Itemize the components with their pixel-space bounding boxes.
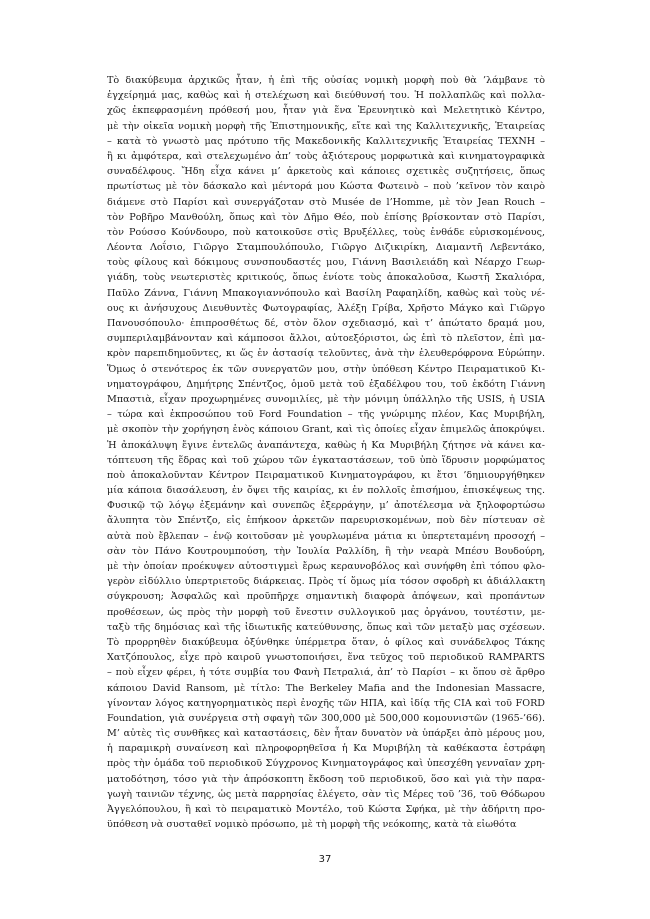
text-line: – τώρα καὶ ἐκπροσώπου τοῦ Ford Foundation – τῆς γνώριμης πλέον, Κας Μυριβήλη, bbox=[107, 409, 545, 421]
text-line: συναδέλφους. Ἤδη εἶχα κάνει μ’ ἀρκετοὺς καὶ κάποιες σχετικὲς συζητήσεις, ὅπως bbox=[107, 166, 545, 178]
text-line: τοὺς φίλους καὶ δόκιμους συνσπουδαστές μου, Γιάννη Βασιλειάδη καὶ Νέαρχο Γεωρ- bbox=[107, 257, 545, 269]
text-line: χῶς ἐκπεφρασμένη πρόθεσή μου, ἦταν γιὰ ἕνα Ἐρευνητικὸ καὶ Μελετητικὸ Κέντρο, bbox=[107, 105, 545, 117]
text-line: αὐτὰ ποὺ ἔβλεπαν – ἐνῷ κοιτοῦσαν μὲ γουρλωμένα μάτια κι ὑπερτεταμένη προσοχή – bbox=[107, 530, 545, 542]
text-line: Ἀγγελόπουλου, ἢ καὶ τὸ πειραματικὸ Μοντέλο, τοῦ Κώστα Σφήκα, μὲ τὴν ἀδήριτη προ- bbox=[107, 804, 545, 815]
text-line: Τὸ προρρηθὲν διακύβευμα ὀξύνθηκε ὑπέρμετρα ὅταν, ὁ φίλος καὶ συνάδελφος Τάκης bbox=[107, 636, 545, 648]
text-line: Φυσικῷ τῷ λόγῳ ἐξεμάνην καὶ συνεπῶς ἐξερράγην, μ’ ἀποτέλεσμα νὰ ξηλοφορτώσω bbox=[107, 500, 545, 512]
text-line: Ἡ ἀποκάλυψη ἔγινε ἐντελῶς ἀναπάντεχα, καθὼς ἡ Κα Μυριβήλη ζήτησε νὰ κάνει κα- bbox=[107, 439, 545, 451]
text-line: γερὸν εἰδύλλιο ὑπερτριετοῦς διάρκειας. Πρὸς τί ὅμως μία τόσον σφοδρὴ κι ἀδιάλλακτη bbox=[107, 576, 545, 588]
text-line: κάποιου David Ransom, μὲ τίτλο: The Berkeley Mafia and the Indonesian Massacre, bbox=[107, 682, 545, 694]
text-line: προθέσεων, ὡς πρὸς τὴν μορφὴ τοῦ ἔνεστιν συλλογικοῦ μας ὀργάνου, τουτέστιν, με- bbox=[107, 606, 545, 618]
text-line: γιάδη, τοὺς νεωτεριστὲς κριτικούς, ὅπως ἐνίοτε τοὺς ἀποκαλοῦσα, Κωστῆ Σκαλιόρα, bbox=[107, 272, 545, 284]
text-line: πρὸς τὴν ὁμάδα τοῦ περιοδικοῦ Σύγχρονος Κινηματογράφος καὶ ὑπεσχέθη γενναῖαν χρη- bbox=[107, 758, 545, 770]
text-line: Παῦλο Ζάννα, Γιάννη Μπακογιαννόπουλο καὶ Βασίλη Ραφαηλίδη, καθὼς καὶ τοὺς νέ- bbox=[107, 287, 545, 299]
text-line: τόπτευση τῆς ἕδρας καὶ τοῦ χώρου τῶν ἐγκαταστάσεων, τοῦ ὑπὸ ἵδρυσιν μορφώματος bbox=[107, 454, 545, 466]
text-line: νηματογράφου, Δημήτρης Σπέντζος, ὁμοῦ μετὰ τοῦ ἐξαδέλφου του, τοῦ ἐκδότη Γιάννη bbox=[107, 378, 545, 390]
text-line: διάμενε στὸ Παρίσι καὶ συνεργάζοταν στὸ Musée de l’Homme, μὲ τὸν Jean Rouch – bbox=[107, 196, 545, 208]
text-line: κρὸν παρεπιδημοῦντες, κι ὥς ἐν ἀστασίᾳ τελοῦντες, ἀνὰ τὴν ἐλευθερόφρονα Εὐρώπην. bbox=[107, 348, 545, 360]
text-line: ἢ κι ἀμφότερα, καὶ στελεχωμένο ἀπ’ τοὺς ἀξιότερους μορφωτικὰ καὶ κινηματογραφικὰ bbox=[107, 150, 545, 162]
text-line: συμπεριλαμβάνονταν καὶ κάμποσοι ἄλλοι, αὐτοεξόριστοι, ὡς ἐπὶ τὸ πλεῖστον, ἐπὶ μα- bbox=[107, 333, 545, 345]
text-line: τὸν Ρούσσο Κούνδουρο, ποὺ κατοικοῦσε στὶς Βρυξέλλες, τοὺς ἐνθάδε εὑρισκομένους, bbox=[107, 226, 545, 238]
text-line: γίνονταν λόγος κατηγορηματικὸς περὶ ἐνοχῆς τῶν ΗΠΑ, καὶ ἰδίᾳ τῆς CIA καὶ τοῦ FORD bbox=[107, 697, 545, 709]
text-line: ἄλυπητα τὸν Σπέντζο, εἰς ἐπήκοον ἀρκετῶν παρευρισκομένων, ποὺ δὲν πίστευαν σὲ bbox=[107, 515, 545, 527]
text-line: ους κι ἀνήσυχους Διευθυντὲς Φωτογραφίας, Ἀλέξη Γρίβα, Χρῆστο Μάγκο καὶ Γιῶργο bbox=[107, 302, 545, 314]
text-line: Ὅμως ὁ στενότερος ἐκ τῶν συνεργατῶν μου, στὴν ὑπόθεση Κέντρο Πειραματικοῦ Κι- bbox=[107, 363, 545, 375]
text-line: ματοδότηση, τόσο γιὰ τὴν ἀπρόσκοπτη ἔκδοση τοῦ περιοδικοῦ, ὅσο καὶ γιὰ τὴν παρα- bbox=[107, 773, 545, 785]
text-line: ταξὺ τῆς δημόσιας καὶ τῆς ἰδιωτικῆς κατεύθυνσης, ὅπως καὶ τῶν μεταξὺ μας σχέσεων. bbox=[107, 621, 545, 633]
text-line: ἐγχείρημά μας, καθὼς καὶ ἡ στελέχωση καὶ διεύθυνσή του. Ἡ πολλαπλῶς καὶ πολλα- bbox=[107, 90, 545, 102]
text-line: Μπαστιὰ, εἶχαν προχωρημένες συνομιλίες, μὲ τὴν μόνιμη ὑπάλληλο τῆς USIS, ἡ USIA bbox=[107, 393, 545, 405]
text-line: σύγκρουση; Ἀσφαλῶς καὶ προῦπῆρχε σημαντικὴ διαφορὰ ἀπόψεων, καὶ προπάντων bbox=[107, 591, 545, 603]
text-line: μὲ σκοπὸν τὴν χορήγηση ἑνὸς κάποιου Grant, καὶ τὶς ὁποίες εἶχαν ἐπιμελῶς ἀποκρύψει. bbox=[107, 424, 545, 436]
text-line: Μ’ αὐτὲς τὶς συνθῆκες καὶ καταστάσεις, δὲν ἦταν δυνατὸν νὰ ὑπάρξει ἀπὸ μέρους μου, bbox=[107, 728, 545, 740]
text-line: – κατὰ τὸ γνωστὸ μας πρότυπο τῆς Μακεδονικῆς Καλλιτεχνικῆς Ἑταιρείας ΤΕΧΝΗ – bbox=[107, 135, 545, 147]
text-line: ϋπόθεση νὰ συσταθεῖ νομικὸ πρόσωπο, μὲ τὴ μορφὴ τῆς νεόκοπης, κατὰ τὰ εἰωθότα bbox=[107, 819, 517, 831]
text-line: μὲ τὴν οἰκεῖα νομικὴ μορφὴ τῆς Ἐπιστημονικῆς, εἴτε καὶ της Καλλιτεχνικῆς, Ἑταιρείας bbox=[107, 120, 545, 132]
text-line: Foundation, γιὰ συνέργεια στὴ σφαγὴ τῶν 300,000 μὲ 500,000 κομουνιστῶν (1965-’66). bbox=[107, 712, 545, 724]
text-line: μία κάποια διασάλευση, ἐν ὄψει τῆς καιρίας, κι ἐν πολλοῖς ἐπισήμου, ἐπισκέψεως της. bbox=[107, 485, 545, 497]
text-line: μὲ τὴν ὁποίαν προέκυψεν αὐτοστιγμεὶ ἔρως κεραυνοβόλος καὶ συνήφθη ἐπὶ τόπου φλο- bbox=[107, 561, 545, 572]
text-line: Χατζόπουλος, εἶχε πρὸ καιροῦ γνωστοποιήσει, ἕνα τεῦχος τοῦ περιοδικοῦ RAMPARTS bbox=[107, 652, 545, 664]
text-line: γωγὴ ταινιῶν τέχνης, ὡς μετὰ παρρησίας ἐλέγετο, σὰν τὶς Μέρες τοῦ ’36, τοῦ Θόδωρου bbox=[107, 788, 545, 800]
text-line: – ποὺ εἶχεν φέρει, ἡ τότε συμβία του Φανὴ Πετραλιά, ἀπ’ τὸ Παρίσι – κι ὅπου σὲ ἄρθρο bbox=[107, 667, 545, 679]
body-text bbox=[107, 73, 545, 832]
text-line: πρωτίστως μὲ τὸν δάσκαλο καὶ μέντορά μου Κώστα Φωτεινὸ – ποὺ ’κεῖνον τὸν καιρὸ bbox=[107, 181, 545, 193]
text-line: Πανουσόπουλο· ἐπιπροσθέτως δέ, στὸν ὅλον σχεδιασμό, καὶ τ’ ἀπώτατο δραμά μου, bbox=[107, 318, 545, 329]
text-line: τὸν Ροβῆρο Μανθούλη, ὅπως καὶ τὸν Δῆμο Θέο, ποὺ ἐπίσης βρίσκονταν στὸ Παρίσι, bbox=[107, 211, 545, 223]
text-line: Τὸ διακύβευμα ἀρχικῶς ἦταν, ἡ ἐπὶ τῆς οὐσίας νομικὴ μορφὴ ποὺ θὰ ’λάμβανε τὸ bbox=[107, 75, 545, 86]
text-line: ἡ παραμικρὴ συναίνεση καὶ πληροφορηθεῖσα ἡ Κα Μυριβήλη τὰ καθέκαστα ἐστράφη bbox=[107, 743, 545, 755]
text-line: ποὺ ἀποκαλοῦνταν Κέντρον Πειραματικοῦ Κινηματογράφου, κι ἔτσι ’δημιουργήθηκεν bbox=[107, 469, 545, 481]
text-line: Λέοντα Λοΐσιο, Γιῶργο Σταμπουλόπουλο, Γιῶργο Διζικιρίκη, Διαμαντῆ Λεβεντάκο, bbox=[107, 242, 545, 254]
text-line: σὰν τὸν Πάνο Κουτρουμπούση, τὴν Ἰουλία Ραλλίδη, ἢ τὴν νεαρὰ Μπέσυ Βουδούρη, bbox=[107, 545, 545, 557]
page-number: 37 bbox=[318, 854, 332, 865]
